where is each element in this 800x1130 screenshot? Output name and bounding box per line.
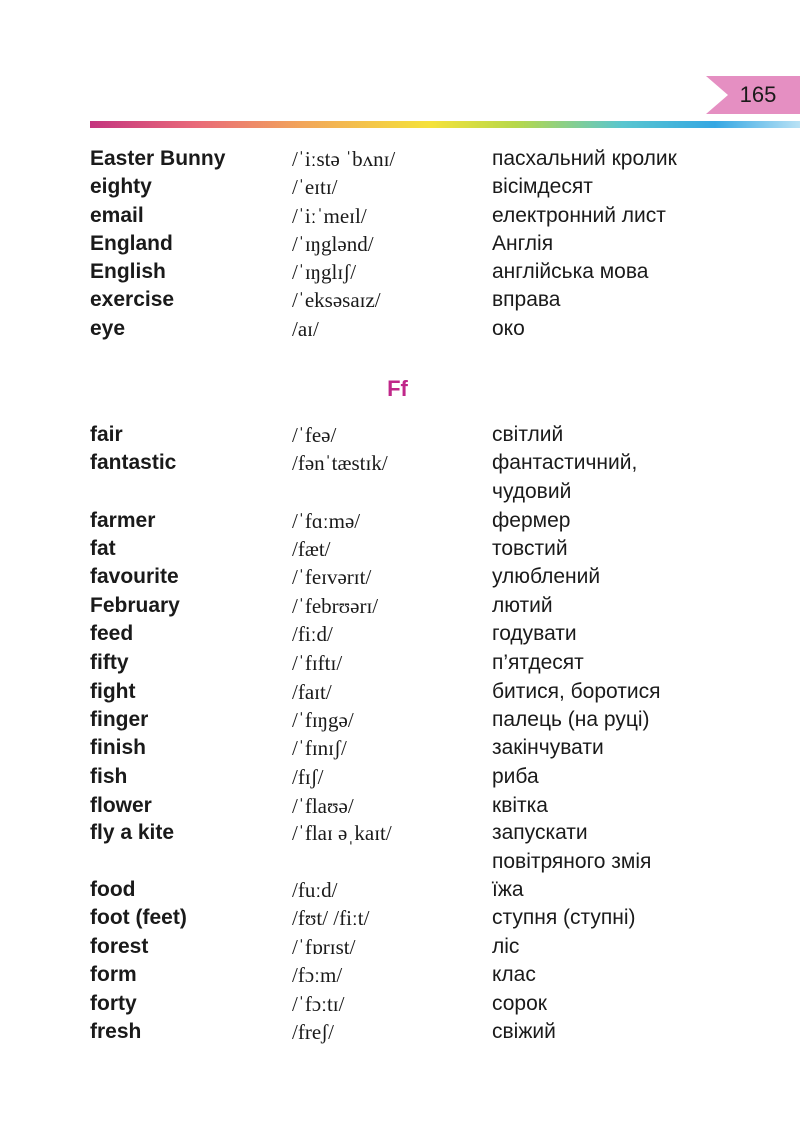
entry-transcription: /aɪ/ — [292, 317, 319, 341]
entry-translation: годувати — [492, 622, 577, 645]
entry-transcription: /ˈeksəsaɪz/ — [292, 288, 381, 312]
vocab-entry — [0, 315, 800, 343]
vocab-entry — [0, 230, 800, 258]
entry-word: England — [90, 232, 173, 255]
entry-translation: світлий — [492, 423, 564, 446]
entry-word: flower — [90, 794, 152, 817]
vocab-entry — [0, 563, 800, 591]
entry-transcription: /ˈfɔːtɪ/ — [292, 992, 345, 1016]
entry-transcription: /fæt/ — [292, 537, 331, 561]
entry-translation: лютий — [492, 594, 553, 617]
entry-word: English — [90, 260, 166, 283]
entry-translation: квітка — [492, 794, 548, 817]
entry-word: eighty — [90, 175, 152, 198]
entry-transcription: /fiːd/ — [292, 622, 333, 646]
entry-transcription: /ˈfɑːmə/ — [292, 509, 361, 533]
entry-transcription: /ˈfeə/ — [292, 423, 337, 447]
vocab-entry — [0, 173, 800, 201]
entry-translation: битися, боротися — [492, 680, 661, 703]
entry-word: Easter Bunny — [90, 147, 226, 170]
entry-translation: улюблений — [492, 565, 601, 588]
vocab-entry — [0, 620, 800, 648]
entry-transcription: /ˈfɪŋgə/ — [292, 708, 354, 732]
entry-transcription: /ˈɪŋglənd/ — [292, 232, 374, 256]
entry-transcription: /fɪʃ/ — [292, 765, 324, 789]
entry-transcription: /ˈflaʊə/ — [292, 794, 354, 818]
entry-translation: закінчувати — [492, 736, 604, 759]
entry-transcription: /ˈfeɪvərɪt/ — [292, 565, 372, 589]
entry-transcription: /freʃ/ — [292, 1020, 334, 1044]
vocab-entry — [0, 421, 800, 449]
entry-transcription: /ˈeɪtɪ/ — [292, 175, 338, 199]
entry-translation: вісімдесят — [492, 175, 593, 198]
entry-word: fifty — [90, 651, 129, 674]
entry-word: favourite — [90, 565, 179, 588]
entry-translation: сорок — [492, 992, 547, 1015]
entry-translation: палець (на руці) — [492, 708, 650, 731]
vocab-entry — [0, 202, 800, 230]
entry-translation: Англія — [492, 232, 554, 255]
entry-word: fly a kite — [90, 821, 175, 844]
vocab-entry — [0, 145, 800, 173]
entry-translation: їжа — [492, 878, 524, 901]
entry-translation: англійська мова — [492, 260, 649, 283]
vocab-entry — [0, 1018, 800, 1046]
entry-word: finger — [90, 708, 149, 731]
entry-transcription: /ˈfɒrɪst/ — [292, 935, 356, 959]
entry-translation: риба — [492, 765, 539, 788]
entry-translation: фермер — [492, 509, 571, 532]
entry-word: email — [90, 204, 144, 227]
vocab-entry — [0, 763, 800, 791]
vocab-entry — [0, 535, 800, 563]
vocab-entry — [0, 286, 800, 314]
vocab-entry — [0, 258, 800, 286]
vocab-entry — [0, 819, 800, 873]
entry-word: form — [90, 963, 137, 986]
entry-word: fat — [90, 537, 116, 560]
vocab-entry — [0, 706, 800, 734]
vocab-entry — [0, 876, 800, 904]
entry-translation: вправа — [492, 288, 561, 311]
entry-word: farmer — [90, 509, 156, 532]
entry-translation: фантастичний, чудовий — [492, 451, 638, 503]
entry-transcription: /ˈfebrʊərɪ/ — [292, 594, 379, 618]
entry-word: fantastic — [90, 451, 177, 474]
entry-word: fair — [90, 423, 123, 446]
entry-word: finish — [90, 736, 146, 759]
vocab-entry — [0, 904, 800, 932]
vocab-entry — [0, 734, 800, 762]
entry-transcription: /ˈɪŋglɪʃ/ — [292, 260, 357, 284]
entry-word: February — [90, 594, 180, 617]
vocab-entry — [0, 649, 800, 677]
entry-translation: електронний лист — [492, 204, 666, 227]
vocab-entry — [0, 678, 800, 706]
entry-translation: ступня (ступні) — [492, 906, 636, 929]
entry-word: exercise — [90, 288, 175, 311]
entry-translation: ліс — [492, 935, 520, 958]
vocab-entry — [0, 507, 800, 535]
entry-translation: свіжий — [492, 1020, 556, 1043]
entry-word: forest — [90, 935, 149, 958]
entry-word: forty — [90, 992, 137, 1015]
vocab-entry — [0, 933, 800, 961]
page-number: 165 — [739, 82, 777, 107]
vocab-entry — [0, 449, 800, 503]
entry-word: eye — [90, 317, 126, 340]
section-heading — [0, 374, 800, 404]
entry-translation: товстий — [492, 537, 568, 560]
entry-word: fresh — [90, 1020, 142, 1043]
entry-word: foot (feet) — [90, 906, 187, 929]
entry-translation: пасхальний кролик — [492, 147, 677, 170]
entry-transcription: /ˈiːstə ˈbʌnɪ/ — [292, 147, 396, 171]
section-heading-text: Ff — [387, 376, 408, 401]
entry-transcription: /fənˈtæstɪk/ — [292, 451, 388, 475]
entry-translation: око — [492, 317, 525, 340]
entry-translation: клас — [492, 963, 536, 986]
entry-transcription: /faɪt/ — [292, 680, 332, 704]
entry-translation: п’ятдесят — [492, 651, 584, 674]
vocab-entry — [0, 990, 800, 1018]
vocab-entry — [0, 792, 800, 820]
entry-word: food — [90, 878, 136, 901]
entry-translation: запускати повітряного змія — [492, 821, 652, 873]
entry-transcription: /ˈfɪnɪʃ/ — [292, 736, 347, 760]
entry-transcription: /ˈiːˈmeɪl/ — [292, 204, 367, 228]
entry-word: fight — [90, 680, 136, 703]
vocab-entry — [0, 592, 800, 620]
entry-word: fish — [90, 765, 128, 788]
vocab-entry — [0, 961, 800, 989]
entry-transcription: /fɔːm/ — [292, 963, 343, 987]
entry-transcription: /fʊt/ /fiːt/ — [292, 906, 370, 930]
entry-transcription: /ˈfɪftɪ/ — [292, 651, 343, 675]
entry-transcription: /ˈflaɪ əˌkaɪt/ — [292, 821, 392, 845]
entry-word: feed — [90, 622, 134, 645]
rainbow-divider — [90, 121, 800, 128]
entry-transcription: /fuːd/ — [292, 878, 338, 902]
